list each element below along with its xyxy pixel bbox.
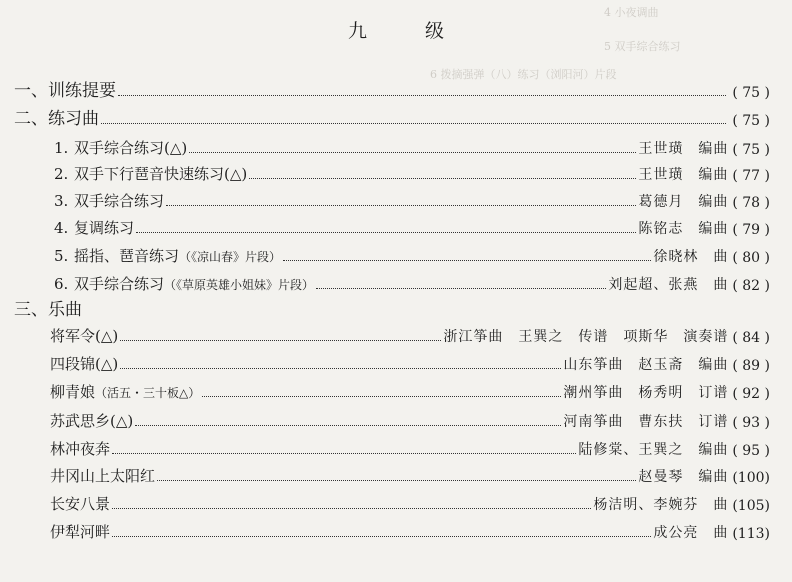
entry-title: 双手综合练习(△) bbox=[74, 139, 188, 157]
toc-entry[interactable] bbox=[54, 216, 770, 238]
leader-dots bbox=[249, 178, 636, 179]
entry-subtitle: （《草原英雄小姐妹》片段） bbox=[164, 278, 315, 292]
leader-dots bbox=[202, 396, 561, 397]
leader-dots bbox=[112, 508, 591, 509]
leader-dots bbox=[136, 232, 636, 233]
leader-dots bbox=[283, 260, 651, 261]
entry-credit: 赵曼琴 编曲 bbox=[638, 469, 729, 485]
toc-entry[interactable] bbox=[50, 437, 770, 459]
page-number: (105) bbox=[732, 498, 770, 514]
entry-title: 柳青娘 bbox=[50, 383, 96, 401]
page-number: ( 75 ) bbox=[732, 113, 770, 129]
page-number: ( 75 ) bbox=[732, 142, 770, 158]
bleed-through-line: 4 小夜调曲 bbox=[604, 6, 659, 19]
toc-entry[interactable] bbox=[54, 272, 770, 294]
entry-subtitle: （《凉山春》片段） bbox=[179, 250, 282, 264]
entry-title: 伊犁河畔 bbox=[50, 523, 111, 541]
toc-section[interactable] bbox=[14, 79, 770, 101]
section-label: 二、练习曲 bbox=[14, 109, 99, 129]
entry-title: 长安八景 bbox=[50, 495, 111, 513]
entry-title: 井冈山上太阳红 bbox=[50, 467, 156, 485]
leader-dots bbox=[112, 536, 651, 537]
page-number: ( 77 ) bbox=[732, 168, 770, 184]
toc-section[interactable] bbox=[14, 107, 770, 129]
entry-number: 4. bbox=[54, 219, 69, 237]
leader-dots bbox=[120, 368, 561, 369]
toc-entry[interactable] bbox=[54, 162, 770, 184]
entry-title: 将军令(△) bbox=[50, 327, 119, 345]
entry-credit: 浙江筝曲 王巽之 传谱 项斯华 演奏谱 bbox=[443, 329, 729, 345]
toc-entry[interactable] bbox=[54, 136, 770, 158]
entry-credit: 王世璜 编曲 bbox=[638, 167, 729, 183]
entry-number: 2. bbox=[54, 165, 69, 183]
page-number: (113) bbox=[732, 526, 770, 542]
entry-title: 双手综合练习 bbox=[74, 275, 165, 293]
leader-dots bbox=[166, 205, 636, 206]
page-number: (100) bbox=[732, 470, 770, 486]
entry-credit: 成公亮 曲 bbox=[653, 525, 729, 541]
toc-entry[interactable] bbox=[50, 380, 770, 402]
toc-entry[interactable] bbox=[50, 520, 770, 542]
leader-dots bbox=[120, 340, 441, 341]
entry-title: 双手下行琶音快速练习(△) bbox=[74, 165, 248, 183]
entry-credit: 徐晓林 曲 bbox=[653, 249, 729, 265]
entry-credit: 刘起超、张燕 曲 bbox=[608, 277, 729, 293]
entry-credit: 山东筝曲 赵玉斋 编曲 bbox=[563, 357, 729, 373]
leader-dots bbox=[316, 288, 606, 289]
page-number: ( 75 ) bbox=[732, 85, 770, 101]
entry-title: 苏武思乡(△) bbox=[50, 412, 134, 430]
page-number: ( 78 ) bbox=[732, 195, 770, 211]
page-number: ( 84 ) bbox=[732, 330, 770, 346]
toc-entry[interactable] bbox=[50, 492, 770, 514]
leader-dots bbox=[112, 453, 576, 454]
entry-title: 双手综合练习 bbox=[74, 192, 165, 210]
toc-entry[interactable] bbox=[50, 324, 770, 346]
entry-credit: 王世璜 编曲 bbox=[638, 141, 729, 157]
leader-dots bbox=[101, 123, 726, 124]
page-title: 九 级 bbox=[347, 20, 471, 42]
leader-dots bbox=[135, 425, 561, 426]
entry-title: 林冲夜奔 bbox=[50, 440, 111, 458]
entry-credit: 潮州筝曲 杨秀明 订谱 bbox=[563, 385, 729, 401]
leader-dots bbox=[189, 152, 636, 153]
entry-title: 复调练习 bbox=[74, 219, 135, 237]
entry-number: 3. bbox=[54, 192, 69, 210]
page-number: ( 92 ) bbox=[732, 386, 770, 402]
toc-entry[interactable] bbox=[50, 409, 770, 431]
toc-entry[interactable] bbox=[54, 189, 770, 211]
bleed-through-line: 6 拨摘强弹（八）练习（浏阳河）片段 bbox=[430, 68, 617, 81]
entry-number: 5. bbox=[54, 247, 69, 265]
page-number: ( 95 ) bbox=[732, 443, 770, 459]
leader-dots bbox=[118, 95, 726, 96]
entry-credit: 陈铭志 编曲 bbox=[638, 221, 729, 237]
section-label: 一、训练提要 bbox=[14, 81, 116, 101]
page-number: ( 80 ) bbox=[732, 250, 770, 266]
toc-entry[interactable] bbox=[54, 244, 770, 266]
entry-number: 6. bbox=[54, 275, 69, 293]
toc-entry[interactable] bbox=[50, 352, 770, 374]
page-number: ( 82 ) bbox=[732, 278, 770, 294]
entry-number: 1. bbox=[54, 139, 69, 157]
entry-title: 摇指、琶音练习 bbox=[74, 247, 180, 265]
leader-dots bbox=[157, 480, 636, 481]
entry-title: 四段锦(△) bbox=[50, 355, 119, 373]
page-number: ( 93 ) bbox=[732, 415, 770, 431]
entry-credit: 陆修棠、王巽之 编曲 bbox=[578, 442, 729, 458]
page-number: ( 89 ) bbox=[732, 358, 770, 374]
page-number: ( 79 ) bbox=[732, 222, 770, 238]
entry-credit: 杨洁明、李婉芬 曲 bbox=[593, 497, 729, 513]
entry-credit: 河南筝曲 曹东扶 订谱 bbox=[563, 414, 729, 430]
toc-section[interactable] bbox=[14, 298, 314, 320]
entry-note: （活五・三十板△） bbox=[95, 386, 201, 400]
section-label: 三、乐曲 bbox=[14, 300, 82, 320]
toc-entry[interactable] bbox=[50, 464, 770, 486]
bleed-through-line: 5 双手综合练习 bbox=[604, 40, 681, 53]
entry-credit: 葛德月 编曲 bbox=[638, 194, 729, 210]
